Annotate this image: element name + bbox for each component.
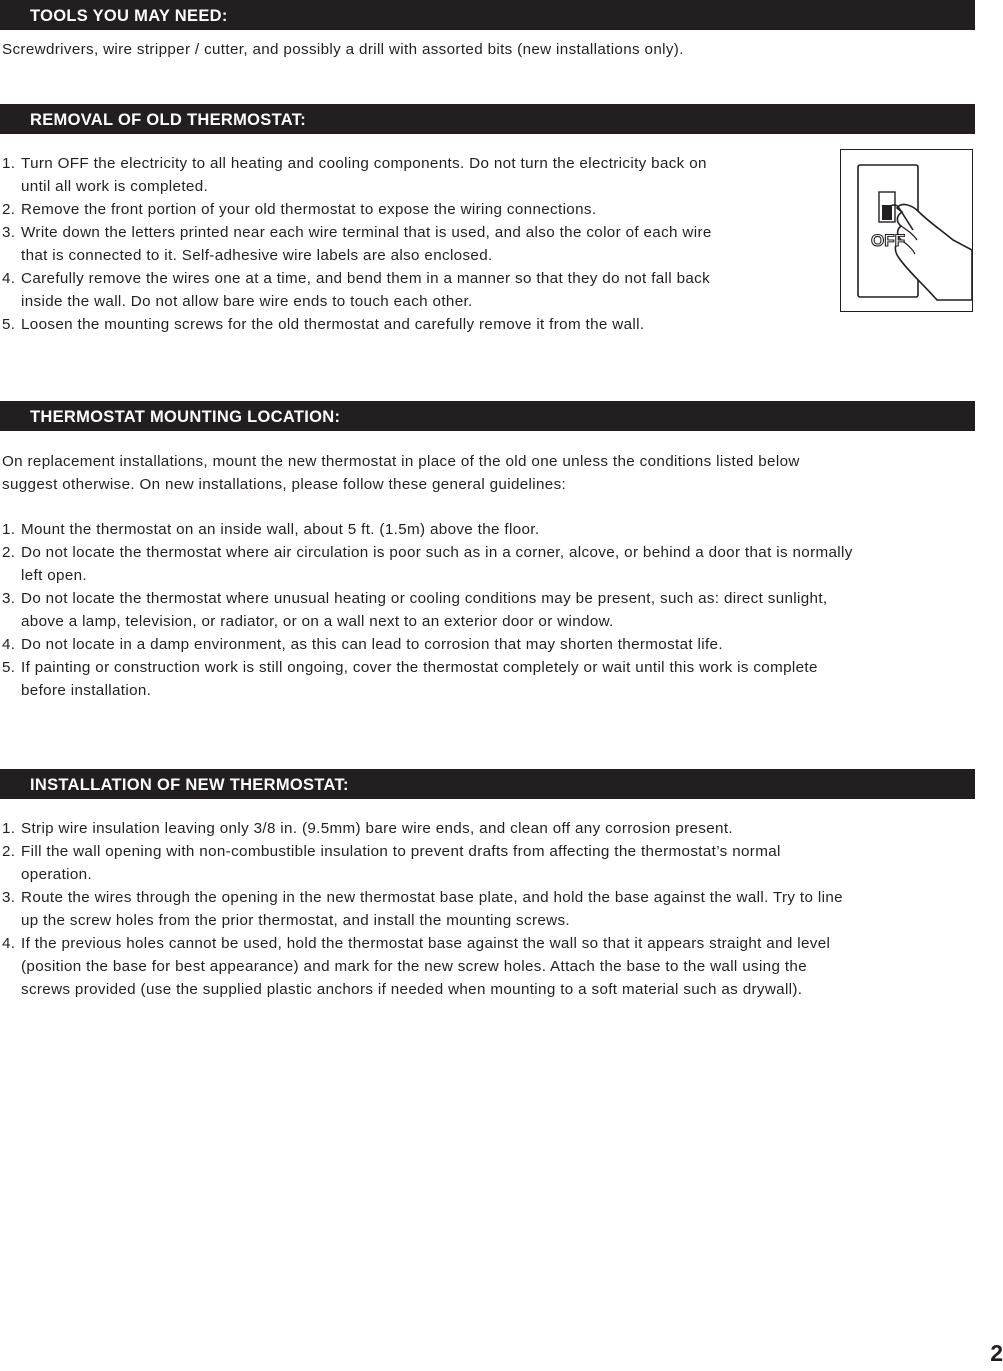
- step-line: above a lamp, television, or radiator, or on a wall next to an exterior door or window.: [21, 613, 614, 630]
- location-steps: [2, 518, 853, 702]
- step-line: Route the wires through the opening in the new thermostat base plate, and hold the base against the wall. Try to line: [21, 889, 843, 906]
- step-number: 1.: [2, 155, 16, 172]
- list-item: [2, 313, 712, 336]
- location-heading: THERMOSTAT MOUNTING LOCATION:: [0, 401, 975, 431]
- step-number: 3.: [2, 590, 16, 607]
- step-line: left open.: [21, 567, 87, 584]
- step-number: 2.: [2, 843, 16, 860]
- step-number: 4.: [2, 270, 16, 287]
- intro-line: suggest otherwise. On new installations, please follow these general guidelines:: [2, 476, 567, 493]
- step-number: 1.: [2, 521, 16, 538]
- tools-text: Screwdrivers, wire stripper / cutter, and possibly a drill with assorted bits (new installations only).: [2, 41, 684, 58]
- list-item: [2, 152, 712, 198]
- list-item: [2, 221, 712, 267]
- off-label: OFF: [871, 231, 905, 250]
- step-line: Remove the front portion of your old thermostat to expose the wiring connections.: [21, 201, 597, 218]
- removal-steps: [2, 152, 712, 336]
- removal-heading: REMOVAL OF OLD THERMOSTAT:: [0, 104, 975, 134]
- step-line: inside the wall. Do not allow bare wire ends to touch each other.: [21, 293, 473, 310]
- step-line: Fill the wall opening with non-combustible insulation to prevent drafts from affecting the thermostat’s normal: [21, 843, 781, 860]
- installation-heading: INSTALLATION OF NEW THERMOSTAT:: [0, 769, 975, 799]
- step-line: Strip wire insulation leaving only 3/8 in. (9.5mm) bare wire ends, and clean off any corrosion present.: [21, 820, 733, 837]
- location-intro: [2, 450, 800, 496]
- step-line: Do not locate the thermostat where unusual heating or cooling conditions may be present, such as: direct sunlight,: [21, 590, 828, 607]
- page-number: 2: [990, 1340, 1003, 1366]
- step-number: 5.: [2, 659, 16, 676]
- step-line: screws provided (use the supplied plastic anchors if needed when mounting to a soft material such as drywall).: [21, 981, 803, 998]
- step-line: Do not locate in a damp environment, as this can lead to corrosion that may shorten thermostat life.: [21, 636, 723, 653]
- installation-steps: [2, 817, 843, 1001]
- switch-toggle: [882, 205, 892, 220]
- step-line: (position the base for best appearance) and mark for the new screw holes. Attach the base to the wall using the: [21, 958, 808, 975]
- step-line: If the previous holes cannot be used, hold the thermostat base against the wall so that it appears straight and level: [21, 935, 831, 952]
- step-line: until all work is completed.: [21, 178, 209, 195]
- list-item: [2, 817, 843, 840]
- step-number: 4.: [2, 935, 16, 952]
- step-line: Loosen the mounting screws for the old thermostat and carefully remove it from the wall.: [21, 316, 645, 333]
- step-line: up the screw holes from the prior thermostat, and install the mounting screws.: [21, 912, 570, 929]
- step-number: 2.: [2, 544, 16, 561]
- step-number: 5.: [2, 316, 16, 333]
- list-item: [2, 886, 843, 932]
- tools-heading: TOOLS YOU MAY NEED:: [0, 0, 975, 30]
- step-number: 3.: [2, 224, 16, 241]
- step-number: 4.: [2, 636, 16, 653]
- step-line: Carefully remove the wires one at a time, and bend them in a manner so that they do not fall back: [21, 270, 711, 287]
- step-number: 3.: [2, 889, 16, 906]
- step-number: 2.: [2, 201, 16, 218]
- step-line: that is connected to it. Self-adhesive wire labels are also enclosed.: [21, 247, 493, 264]
- step-line: Write down the letters printed near each wire terminal that is used, and also the color of each wire: [21, 224, 712, 241]
- list-item: [2, 198, 712, 221]
- list-item: [2, 541, 853, 587]
- list-item: [2, 656, 853, 702]
- step-line: operation.: [21, 866, 93, 883]
- intro-line: On replacement installations, mount the new thermostat in place of the old one unless the conditions listed below: [2, 453, 800, 470]
- step-line: Do not locate the thermostat where air circulation is poor such as in a corner, alcove, or behind a door that is normally: [21, 544, 853, 561]
- list-item: [2, 932, 843, 1001]
- step-line: before installation.: [21, 682, 152, 699]
- list-item: [2, 518, 853, 541]
- list-item: [2, 587, 853, 633]
- list-item: [2, 633, 853, 656]
- hand-switch-off-icon: [841, 150, 972, 311]
- step-line: If painting or construction work is still ongoing, cover the thermostat completely or wait until this work is complete: [21, 659, 818, 676]
- list-item: [2, 840, 843, 886]
- step-line: Turn OFF the electricity to all heating and cooling components. Do not turn the electricity back on: [21, 155, 707, 172]
- step-line: Mount the thermostat on an inside wall, about 5 ft. (1.5m) above the floor.: [21, 521, 540, 538]
- step-number: 1.: [2, 820, 16, 837]
- light-switch-illustration: [840, 149, 973, 312]
- list-item: [2, 267, 712, 313]
